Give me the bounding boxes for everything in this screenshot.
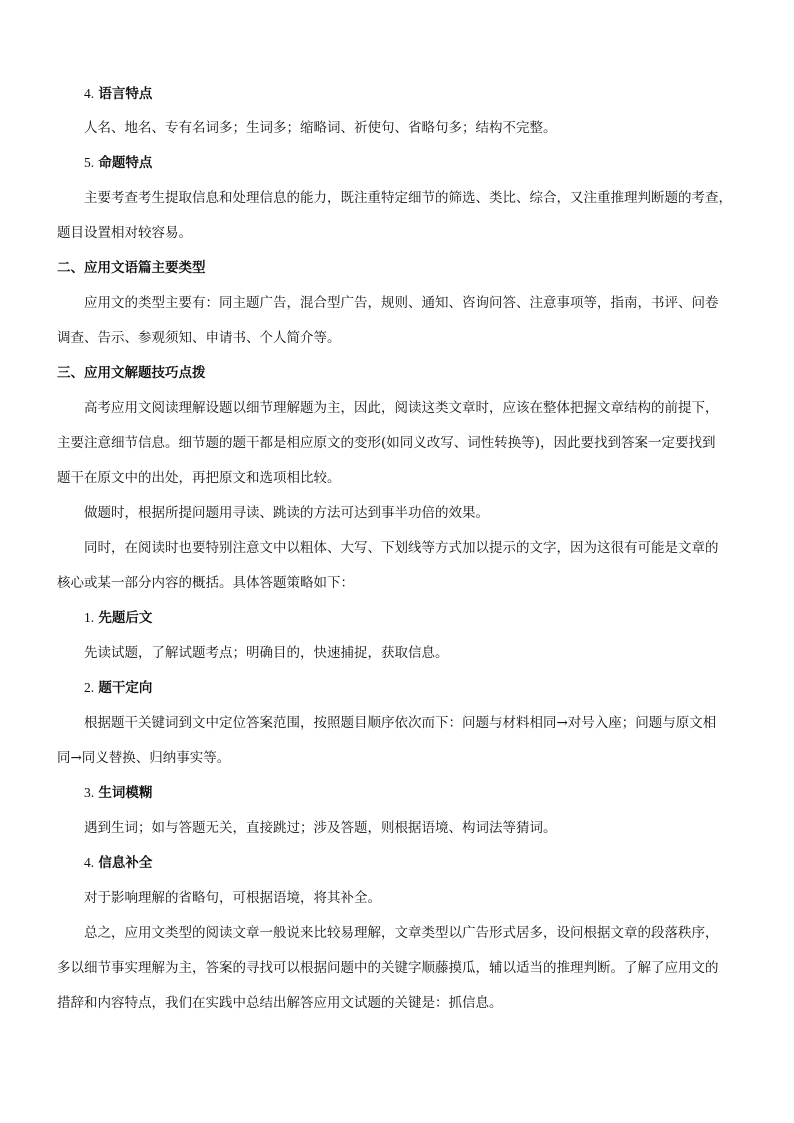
paragraph-line: 核心或某一部分内容的概括。具体答题策略如下： bbox=[57, 575, 354, 591]
paragraph-line: 先读试题，了解试题考点；明确目的，快速捕捉，获取信息。 bbox=[84, 645, 449, 661]
paragraph-line: 同→同义替换、归纳事实等。 bbox=[57, 750, 231, 766]
paragraph-line: 对于影响理解的省略句，可根据语境，将其补全。 bbox=[84, 890, 381, 906]
paragraph-line: 措辞和内容特点，我们在实践中总结出解答应用文试题的关键是：抓信息。 bbox=[57, 995, 503, 1011]
subheading-stem-orientation: 2. 题干定向 bbox=[84, 680, 153, 696]
paragraph-line: 多以细节事实理解为主，答案的寻找可以根据问题中的关键字顺藤摸瓜，辅以适当的推理判断。了解了应用文的 bbox=[57, 960, 719, 976]
subheading-new-words: 3. 生词模糊 bbox=[84, 785, 153, 801]
paragraph-line: 遇到生词；如与答题无关，直接跳过；涉及答题，则根据语境、构词法等猜词。 bbox=[84, 820, 557, 836]
paragraph-line: 人名、地名、专有名词多；生词多；缩略词、祈使句、省略句多；结构不完整。 bbox=[84, 120, 557, 136]
subheading-question-first: 1. 先题后文 bbox=[84, 610, 153, 626]
subheading-language-features: 4. 语言特点 bbox=[84, 86, 153, 102]
paragraph-line: 同时，在阅读时也要特别注意文中以粗体、大写、下划线等方式加以提示的文字，因为这很有可能是文章的 bbox=[84, 540, 719, 556]
subheading-proposition-features: 5. 命题特点 bbox=[84, 155, 153, 171]
paragraph-line: 根据题干关键词到文中定位答案范围，按照题目顺序依次而下：问题与材料相同→对号入座；问题与原文相 bbox=[84, 715, 717, 731]
section-heading-3: 三、应用文解题技巧点拨 bbox=[57, 365, 206, 381]
paragraph-line: 主要考查考生提取信息和处理信息的能力，既注重特定细节的筛选、类比、综合，又注重推理判断题的考查， bbox=[84, 190, 732, 206]
paragraph-line: 高考应用文阅读理解设题以细节理解题为主，因此，阅读这类文章时，应该在整体把握文章结构的前提下， bbox=[84, 400, 719, 416]
subheading-info-completion: 4. 信息补全 bbox=[84, 855, 153, 871]
paragraph-line: 主要注意细节信息。细节题的题干都是相应原文的变形(如同义改写、词性转换等)，因此要找到答案一定要找到 bbox=[57, 435, 716, 451]
paragraph-line: 总之，应用文类型的阅读文章一般说来比较易理解，文章类型以广告形式居多，设问根据文章的段落秩序， bbox=[84, 925, 719, 941]
paragraph-line: 调查、告示、参观须知、申请书、个人简介等。 bbox=[57, 330, 341, 346]
paragraph-line: 应用文的类型主要有：同主题广告，混合型广告，规则、通知、咨询问答、注意事项等，指南，书评、问卷 bbox=[84, 295, 719, 311]
paragraph-line: 做题时，根据所提问题用寻读、跳读的方法可达到事半功倍的效果。 bbox=[84, 505, 489, 521]
section-heading-2: 二、应用文语篇主要类型 bbox=[57, 260, 206, 276]
paragraph-line: 题干在原文中的出处，再把原文和选项相比较。 bbox=[57, 470, 341, 486]
paragraph-line: 题目设置相对较容易。 bbox=[57, 225, 192, 241]
